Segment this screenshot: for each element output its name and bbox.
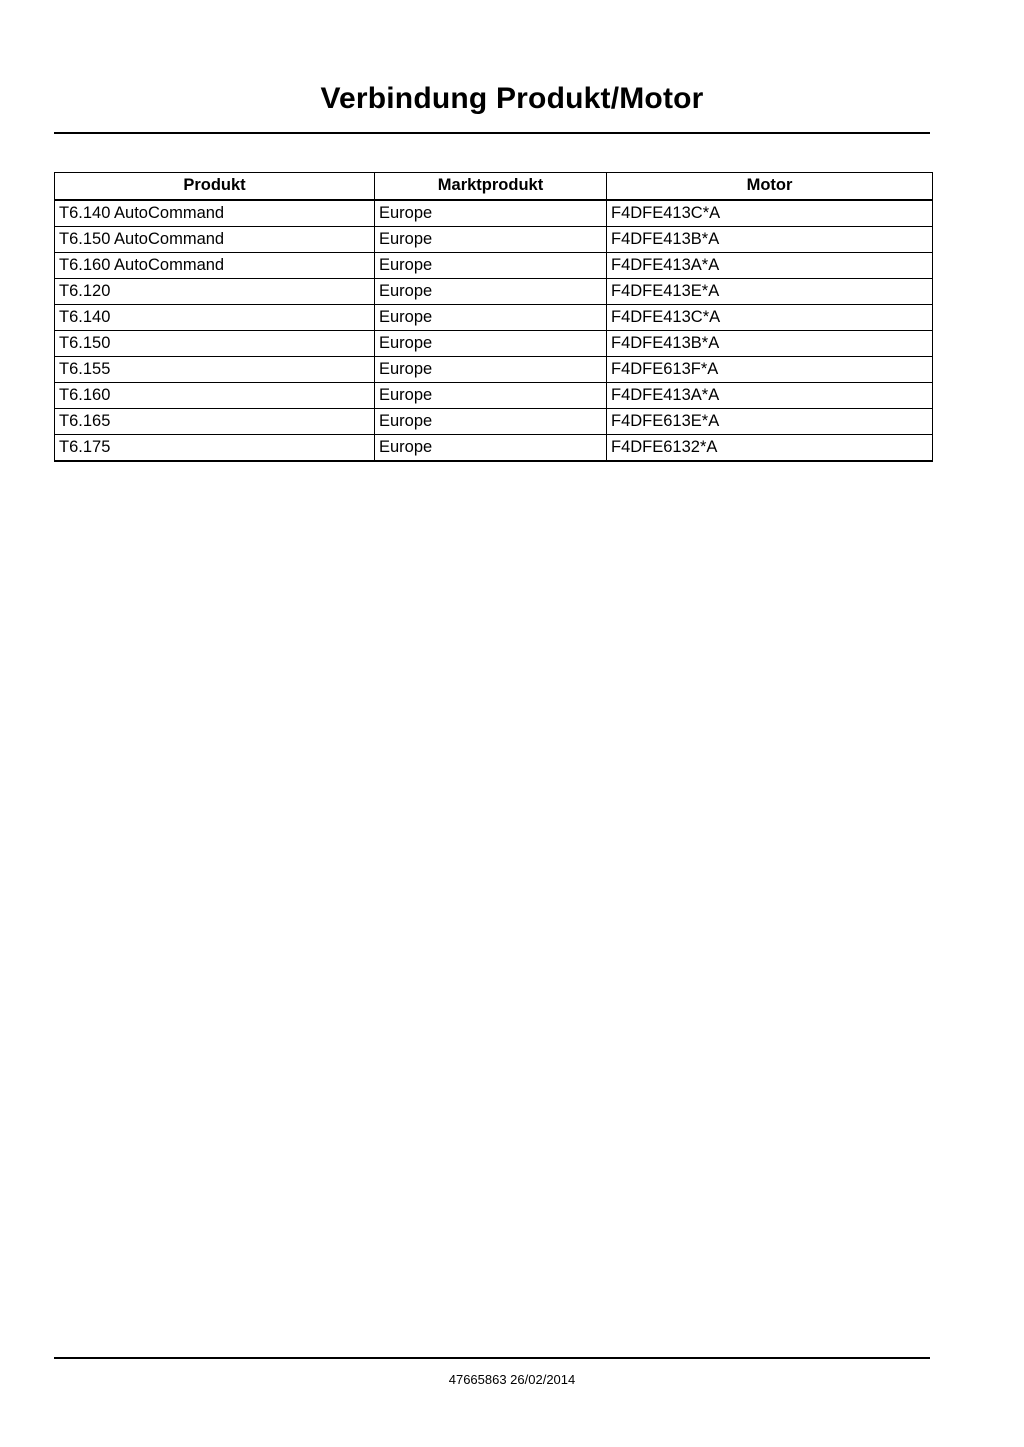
table-row [55, 409, 933, 435]
footer-document-id: 47665863 26/02/2014 [448, 1372, 576, 1387]
cell-motor: F4DFE413A*A [607, 383, 933, 409]
cell-marktprodukt: Europe [375, 279, 607, 305]
cell-produkt: T6.175 [55, 435, 375, 462]
cell-produkt: T6.160 AutoCommand [55, 253, 375, 279]
cell-marktprodukt: Europe [375, 227, 607, 253]
table-row [55, 279, 933, 305]
cell-motor: F4DFE613F*A [607, 357, 933, 383]
cell-motor: F4DFE413A*A [607, 253, 933, 279]
header-divider [54, 132, 930, 134]
cell-produkt: T6.160 [55, 383, 375, 409]
cell-motor: F4DFE613E*A [607, 409, 933, 435]
table-row [55, 200, 933, 227]
cell-marktprodukt: Europe [375, 253, 607, 279]
cell-marktprodukt: Europe [375, 200, 607, 227]
column-header-marktprodukt: Marktprodukt [375, 173, 607, 201]
column-header-produkt: Produkt [55, 173, 375, 201]
table-row [55, 227, 933, 253]
table-row [55, 435, 933, 462]
cell-produkt: T6.150 [55, 331, 375, 357]
cell-produkt: T6.150 AutoCommand [55, 227, 375, 253]
cell-motor: F4DFE6132*A [607, 435, 933, 462]
cell-motor: F4DFE413B*A [607, 331, 933, 357]
page-title: Verbindung Produkt/Motor [320, 82, 704, 115]
cell-marktprodukt: Europe [375, 305, 607, 331]
table-body [55, 200, 933, 461]
cell-motor: F4DFE413B*A [607, 227, 933, 253]
cell-produkt: T6.120 [55, 279, 375, 305]
table-row [55, 357, 933, 383]
cell-produkt: T6.140 AutoCommand [55, 200, 375, 227]
table-row [55, 331, 933, 357]
cell-motor: F4DFE413C*A [607, 305, 933, 331]
table-header-row [55, 173, 933, 201]
table-row [55, 253, 933, 279]
cell-produkt: T6.165 [55, 409, 375, 435]
product-engine-table-container [54, 172, 932, 462]
cell-marktprodukt: Europe [375, 357, 607, 383]
table-row [55, 305, 933, 331]
cell-produkt: T6.140 [55, 305, 375, 331]
cell-produkt: T6.155 [55, 357, 375, 383]
cell-marktprodukt: Europe [375, 435, 607, 462]
table-row [55, 383, 933, 409]
cell-motor: F4DFE413E*A [607, 279, 933, 305]
column-header-motor: Motor [607, 173, 933, 201]
cell-marktprodukt: Europe [375, 383, 607, 409]
footer-divider [54, 1357, 930, 1359]
cell-marktprodukt: Europe [375, 409, 607, 435]
cell-marktprodukt: Europe [375, 331, 607, 357]
product-engine-table [54, 172, 933, 462]
cell-motor: F4DFE413C*A [607, 200, 933, 227]
